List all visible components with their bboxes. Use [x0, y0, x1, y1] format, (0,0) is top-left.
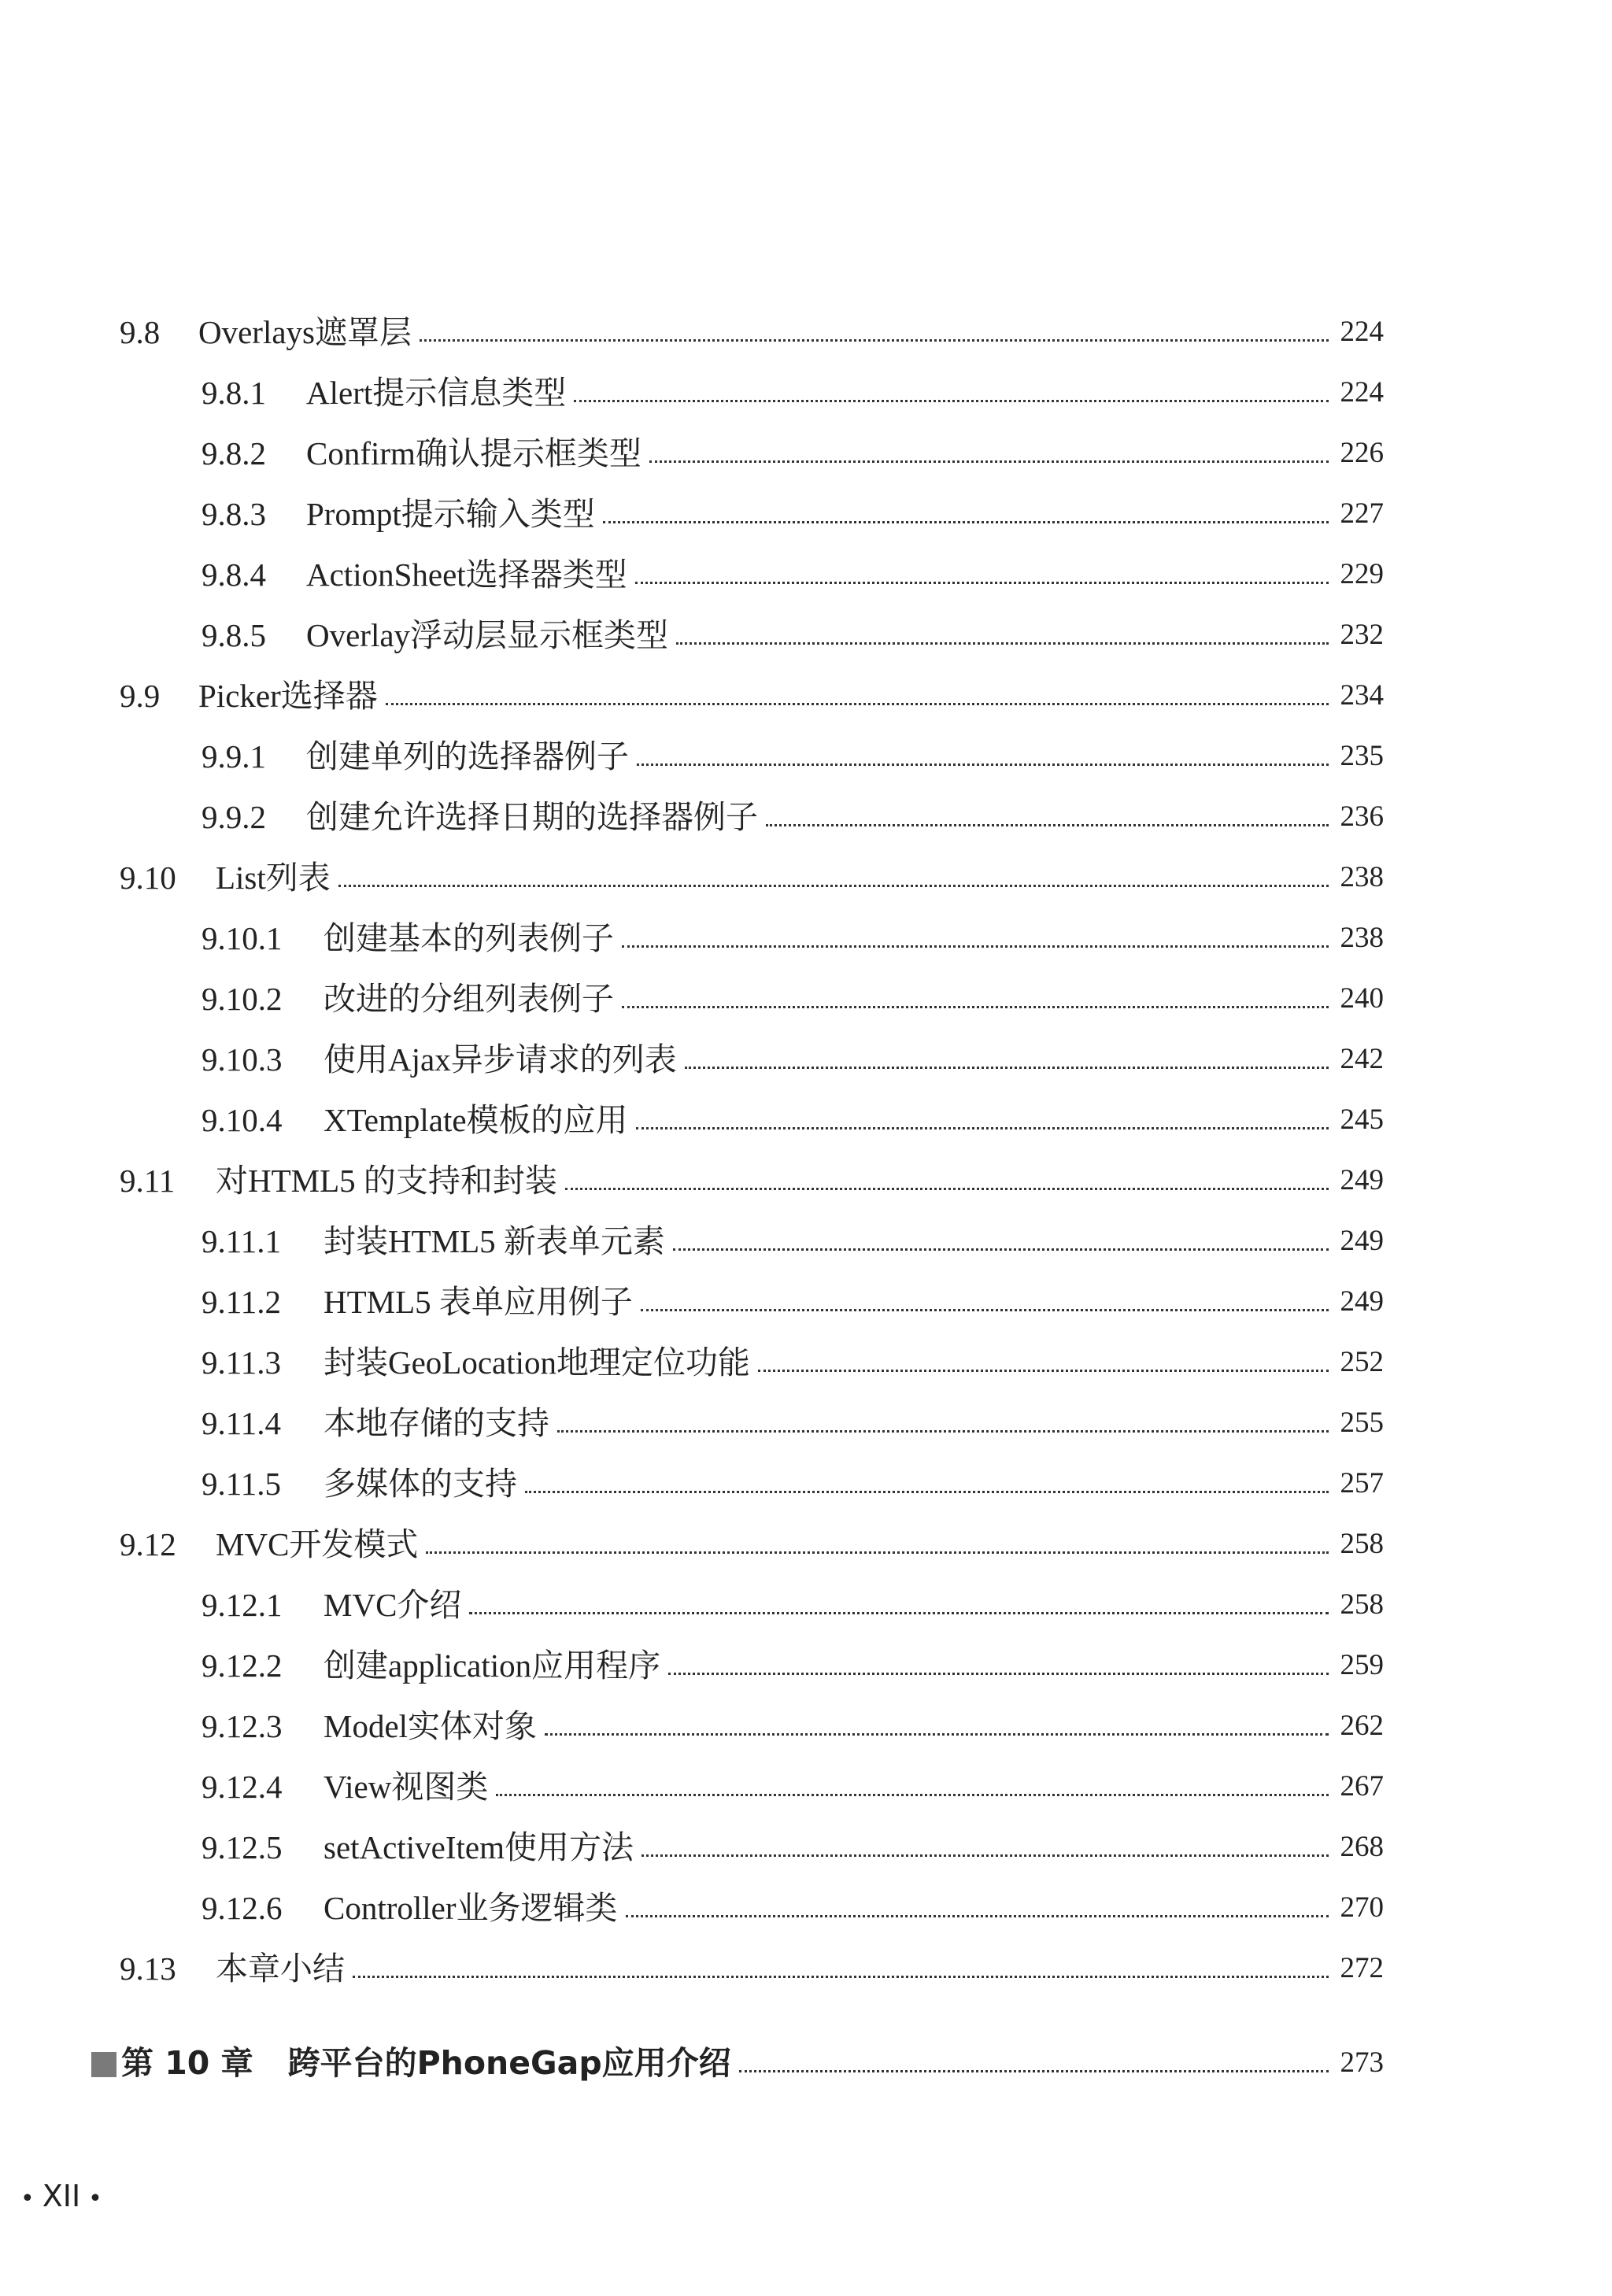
chapter-heading-row	[91, 2039, 1384, 2087]
dot-leader	[673, 1248, 1329, 1251]
toc-entry-title: Picker选择器	[198, 678, 378, 714]
toc-entry-title: Overlay浮动层显示框类型	[306, 617, 669, 653]
toc-entry-page: 235	[1340, 740, 1384, 772]
dot-leader	[641, 1854, 1329, 1857]
toc-entry	[120, 1522, 1384, 1566]
toc-entry	[202, 1765, 1384, 1809]
toc-entry-title: List列表	[216, 860, 331, 896]
dot-leader	[766, 824, 1329, 826]
dot-leader	[469, 1612, 1329, 1614]
dot-leader	[603, 521, 1329, 523]
toc-entry	[202, 492, 1384, 536]
toc-entry-number: 9.8.2	[202, 435, 266, 471]
toc-entry-number: 9.10	[120, 860, 176, 896]
toc-entry	[202, 1280, 1384, 1324]
toc-entry-number: 9.11.3	[202, 1344, 281, 1381]
dot-leader	[545, 1733, 1329, 1736]
toc-entry	[120, 1159, 1384, 1203]
toc-entry-title: Overlays遮罩层	[198, 314, 412, 350]
toc-entry-number: 9.12.3	[202, 1708, 283, 1744]
toc-entry-number: 9.9.1	[202, 738, 266, 775]
dot-leader	[420, 339, 1329, 342]
toc-entry-title: 本地存储的支持	[324, 1405, 549, 1441]
toc-entry-number: 9.13	[120, 1950, 176, 1987]
toc-entry-number: 9.9	[120, 678, 161, 714]
toc-entry	[202, 1340, 1384, 1385]
toc-entry	[202, 613, 1384, 657]
page-footer	[13, 2172, 110, 2220]
dot-leader	[426, 1551, 1329, 1554]
toc-entry-title: Controller业务逻辑类	[324, 1890, 618, 1926]
toc-entry-title: HTML5 表单应用例子	[324, 1284, 633, 1320]
toc-entry-page: 224	[1340, 376, 1384, 409]
toc-entry	[202, 1886, 1384, 1930]
dot-leader	[641, 1309, 1329, 1311]
toc-entry	[202, 1401, 1384, 1445]
toc-entry-page: 258	[1340, 1528, 1384, 1560]
toc-entry	[202, 1219, 1384, 1263]
toc-entry-number: 9.11.2	[202, 1284, 281, 1320]
toc-entry-number: 9.8.1	[202, 375, 266, 411]
toc-entry-title: 创建单列的选择器例子	[306, 738, 629, 775]
toc-entry-title: 封装GeoLocation地理定位功能	[324, 1344, 751, 1381]
toc-entry	[202, 1583, 1384, 1627]
footer-page-label: XII	[42, 2179, 81, 2213]
dot-leader	[338, 885, 1329, 887]
bullet-icon: •	[88, 2185, 102, 2213]
toc-entry-page: 268	[1340, 1831, 1384, 1863]
toc-entry-number: 9.12.2	[202, 1647, 283, 1684]
toc-entry-number: 9.8.5	[202, 617, 266, 653]
toc-entry	[120, 674, 1384, 718]
toc-entry-number: 9.11	[120, 1163, 176, 1199]
toc-entry	[202, 734, 1384, 778]
toc-entry-page: 226	[1340, 437, 1384, 469]
dot-leader	[386, 703, 1329, 705]
toc-entry-title: View视图类	[324, 1769, 489, 1805]
toc-entry-page: 245	[1340, 1104, 1384, 1136]
toc-entry-page: 224	[1340, 316, 1384, 348]
dot-leader	[626, 1915, 1329, 1917]
toc-entry-page: 249	[1340, 1285, 1384, 1318]
toc-entry	[202, 553, 1384, 597]
toc-entry	[202, 795, 1384, 839]
dot-leader	[637, 763, 1329, 766]
toc-entry	[202, 1037, 1384, 1081]
toc-entry-title: 本章小结	[216, 1950, 345, 1987]
toc-entry-title: 使用Ajax异步请求的列表	[324, 1041, 677, 1078]
toc-entry-page: 249	[1340, 1225, 1384, 1257]
toc-entry-page: 252	[1340, 1346, 1384, 1378]
bullet-icon: •	[20, 2185, 35, 2213]
toc-entry-number: 9.11.5	[202, 1466, 281, 1502]
toc-entry-page: 236	[1340, 800, 1384, 833]
toc-entry	[120, 310, 1384, 354]
toc-entry-title: Alert提示信息类型	[306, 375, 567, 411]
toc-entry-page: 232	[1340, 619, 1384, 651]
toc-entry-number: 9.11.4	[202, 1405, 281, 1441]
toc-entry	[202, 1825, 1384, 1869]
toc-entry-page: 270	[1340, 1891, 1384, 1924]
dot-leader	[557, 1430, 1329, 1433]
toc-entry-page: 259	[1340, 1649, 1384, 1681]
toc-entry-title: MVC介绍	[324, 1587, 462, 1623]
toc-entry-number: 9.12.4	[202, 1769, 283, 1805]
toc-entry-title: XTemplate模板的应用	[324, 1102, 628, 1138]
toc-entry	[202, 371, 1384, 415]
dot-leader	[496, 1794, 1329, 1796]
toc-entry-page: 242	[1340, 1043, 1384, 1075]
toc-entry-page: 238	[1340, 861, 1384, 893]
toc-entry-title: 创建允许选择日期的选择器例子	[306, 799, 758, 835]
toc-entry-number: 9.8.3	[202, 496, 266, 532]
toc-entry-title: 多媒体的支持	[324, 1466, 517, 1502]
dot-leader	[758, 1370, 1329, 1372]
toc-entry-number: 9.10.3	[202, 1041, 283, 1078]
dot-leader	[525, 1491, 1329, 1493]
toc-entry	[202, 1098, 1384, 1142]
toc-entry-title: setActiveItem使用方法	[324, 1829, 634, 1865]
dot-leader	[565, 1188, 1329, 1190]
toc-entry-title: 创建基本的列表例子	[324, 920, 614, 956]
toc-entry-number: 9.10.4	[202, 1102, 283, 1138]
toc-entry-number: 9.12.5	[202, 1829, 283, 1865]
toc-entry-number: 9.12	[120, 1526, 176, 1562]
dot-leader	[739, 2070, 1329, 2072]
toc-entry-page: 255	[1340, 1407, 1384, 1439]
chapter-title: 跨平台的PhoneGap应用介绍	[287, 2044, 731, 2082]
dot-leader	[622, 1006, 1329, 1008]
chapter-page-number: 273	[1340, 2046, 1384, 2079]
toc-entry	[202, 1462, 1384, 1506]
toc-entry-number: 9.12.1	[202, 1587, 283, 1623]
toc-entry-number: 9.11.1	[202, 1223, 281, 1259]
toc-entry	[202, 916, 1384, 960]
toc-entry-page: 267	[1340, 1770, 1384, 1802]
dot-leader	[622, 945, 1329, 948]
toc-entry-page: 257	[1340, 1467, 1384, 1499]
toc-entry	[202, 431, 1384, 475]
dot-leader	[676, 642, 1329, 645]
toc-entry-title: Prompt提示输入类型	[306, 496, 595, 532]
toc-entry	[202, 1643, 1384, 1688]
dot-leader	[635, 582, 1329, 584]
dot-leader	[685, 1067, 1329, 1069]
toc-entry-number: 9.10.2	[202, 981, 283, 1017]
toc-entry-number: 9.12.6	[202, 1890, 283, 1926]
toc-entry-page: 234	[1340, 679, 1384, 712]
dot-leader	[649, 460, 1329, 463]
toc-entry-title: 对HTML5 的支持和封装	[216, 1163, 557, 1199]
toc-entry	[120, 1947, 1384, 1991]
chapter-label: 第 10 章	[121, 2044, 253, 2082]
toc-entry	[120, 856, 1384, 900]
toc-entry-page: 249	[1340, 1164, 1384, 1196]
toc-entry-title: Model实体对象	[324, 1708, 538, 1744]
toc-entry	[202, 977, 1384, 1021]
toc-entry-title: 封装HTML5 新表单元素	[324, 1223, 665, 1259]
toc-entry-page: 258	[1340, 1588, 1384, 1621]
toc-entry-page: 238	[1340, 922, 1384, 954]
chapter-square-icon	[91, 2052, 116, 2077]
toc-entry	[202, 1704, 1384, 1748]
toc-entry-page: 227	[1340, 497, 1384, 530]
toc-entry-number: 9.10.1	[202, 920, 283, 956]
toc-entry-page: 229	[1340, 558, 1384, 590]
dot-leader	[353, 1976, 1329, 1978]
dot-leader	[636, 1127, 1329, 1130]
toc-entry-title: MVC开发模式	[216, 1526, 419, 1562]
toc-entry-page: 272	[1340, 1952, 1384, 1984]
dot-leader	[574, 400, 1329, 402]
toc-entry-page: 262	[1340, 1710, 1384, 1742]
toc-entry-number: 9.9.2	[202, 799, 266, 835]
toc-entry-title: 创建application应用程序	[324, 1647, 661, 1684]
toc-entry-page: 240	[1340, 982, 1384, 1015]
toc-entry-title: Confirm确认提示框类型	[306, 435, 641, 471]
toc-entry-title: ActionSheet选择器类型	[306, 556, 627, 593]
dot-leader	[668, 1673, 1329, 1675]
toc-entry-title: 改进的分组列表例子	[324, 981, 614, 1017]
toc-entry-number: 9.8.4	[202, 556, 266, 593]
toc-entry-number: 9.8	[120, 314, 161, 350]
